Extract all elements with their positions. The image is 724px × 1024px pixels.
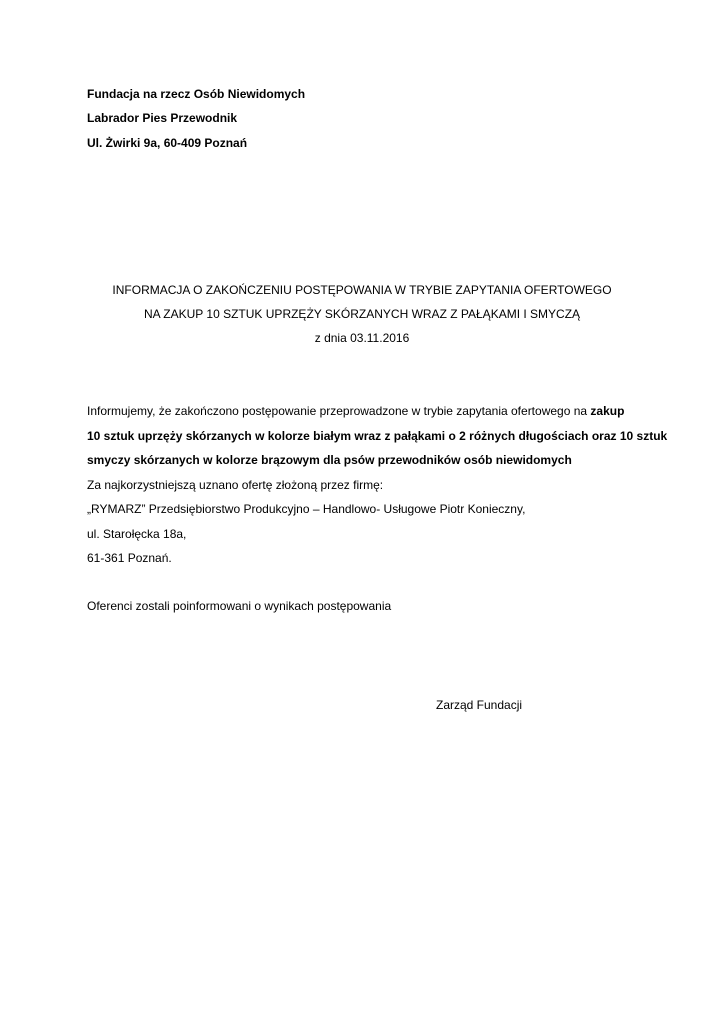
document-title-line2: NA ZAKUP 10 SZTUK UPRZĘŻY SKÓRZANYCH WRAZ Z PAŁĄKAMI I SMYCZĄ bbox=[143, 307, 581, 321]
document-title-line1: INFORMACJA O ZAKOŃCZENIU POSTĘPOWANIA W TRYBIE ZAPYTANIA OFERTOWEGO bbox=[112, 283, 612, 297]
body-subject-line2: 10 sztuk uprzęży skórzanych w kolorze białym wraz z pałąkami o 2 różnych długościach oraz 10 sztuk bbox=[87, 429, 668, 443]
body-subject-line3: smyczy skórzanych w kolorze brązowym dla psów przewodników osób niewidomych bbox=[87, 453, 572, 467]
body-subject-start: zakup bbox=[590, 404, 625, 418]
sender-program: Labrador Pies Przewodnik bbox=[87, 111, 238, 125]
body-intro-text: Informujemy, że zakończono postępowanie przeprowadzone w trybie zapytania ofertowego na bbox=[87, 404, 591, 418]
signature: Zarząd Fundacji bbox=[436, 698, 523, 712]
sender-name: Fundacja na rzecz Osób Niewidomych bbox=[87, 87, 306, 101]
winner-company: „RYMARZ” Przedsiębiorstwo Produkcyjno – Handlowo- Usługowe Piotr Konieczny, bbox=[87, 502, 526, 516]
sender-address: Ul. Żwirki 9a, 60-409 Poznań bbox=[87, 136, 248, 150]
body-paragraph-line1 bbox=[87, 403, 624, 419]
winner-street: ul. Starołęcka 18a, bbox=[87, 527, 187, 541]
closing-paragraph: Oferenci zostali poinformowani o wynikach postępowania bbox=[87, 599, 392, 613]
winner-city: 61-361 Poznań. bbox=[87, 551, 172, 565]
winner-intro: Za najkorzystniejszą uznano ofertę złożoną przez firmę: bbox=[87, 478, 384, 492]
document-date: z dnia 03.11.2016 bbox=[314, 331, 410, 345]
